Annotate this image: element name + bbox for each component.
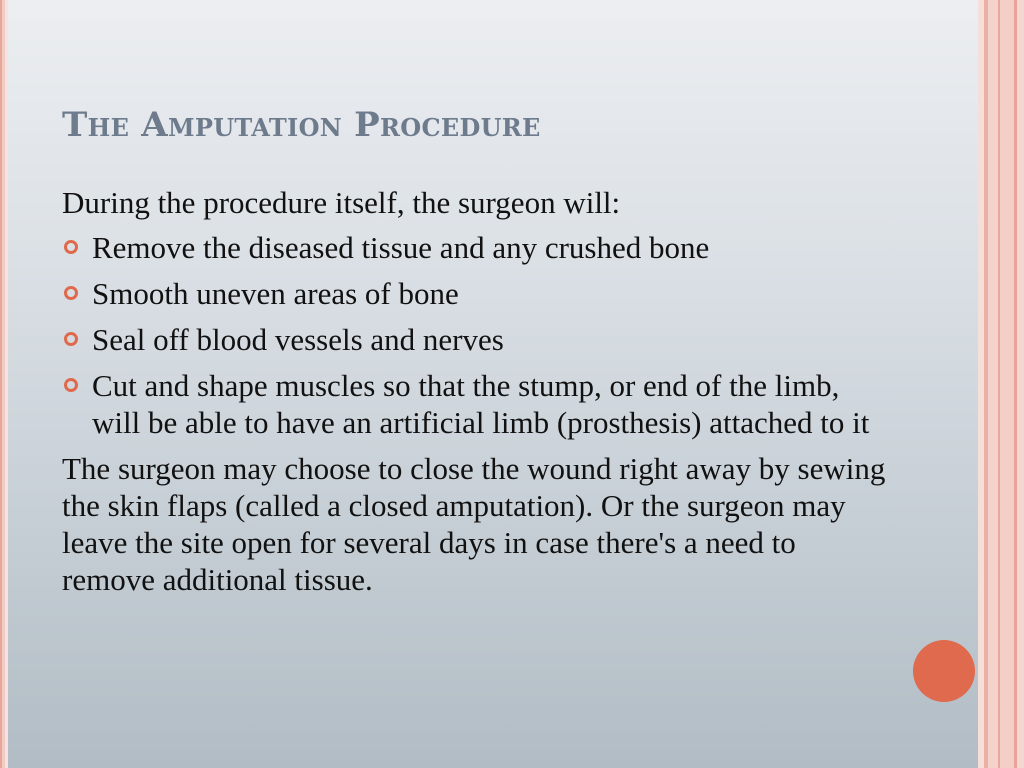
bullet-circle-icon (64, 240, 78, 254)
bullet-circle-icon (64, 332, 78, 346)
list-item (62, 229, 892, 266)
bullet-list (62, 229, 892, 441)
slide-title: The Amputation Procedure (62, 105, 541, 145)
closing-text: The surgeon may choose to close the wound right away by sewing the skin flaps (called a closed amputation). Or the surgeon may leave the site open for several days in case there's a need to remove additional tissue. (62, 451, 886, 597)
bullet-text: Smooth uneven areas of bone (92, 276, 459, 311)
bullet-text: Seal off blood vessels and nerves (92, 322, 504, 357)
list-item (62, 367, 892, 441)
decorative-circle (913, 640, 975, 702)
list-item (62, 321, 892, 358)
right-decorative-stripes (978, 0, 1024, 768)
left-decorative-stripe (0, 0, 8, 768)
list-item (62, 275, 892, 312)
intro-text: During the procedure itself, the surgeon will: (62, 185, 621, 220)
bullet-text: Remove the diseased tissue and any crushed bone (92, 230, 710, 265)
bullet-circle-icon (64, 286, 78, 300)
bullet-text: Cut and shape muscles so that the stump, or end of the limb, will be able to have an artificial limb (prosthesis) attached to it (92, 368, 870, 440)
bullet-circle-icon (64, 378, 78, 392)
slide-content (62, 184, 892, 606)
